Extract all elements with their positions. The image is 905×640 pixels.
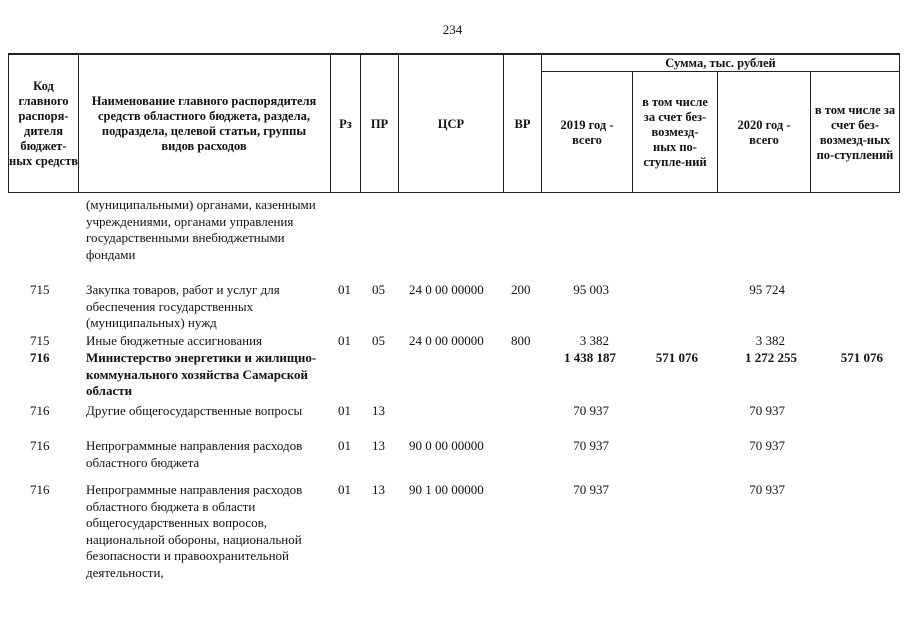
header-2019-total: 2019 год - всего bbox=[560, 117, 614, 147]
row-code: 716 bbox=[30, 403, 50, 418]
row-code: 716 bbox=[30, 350, 50, 365]
sum-group-rule bbox=[541, 71, 900, 72]
row-rz: 01 bbox=[338, 333, 351, 348]
row-pr: 13 bbox=[372, 438, 385, 453]
row-name: Другие общегосударственные вопросы bbox=[86, 403, 303, 418]
header-vrule-2020-free bbox=[810, 72, 811, 193]
header-vr: ВР bbox=[514, 116, 531, 131]
row-2019-total: 70 937 bbox=[573, 438, 609, 453]
row-name: Непрограммные направления расходов областного бюджета bbox=[86, 438, 303, 470]
header-vrule-2020 bbox=[717, 72, 718, 193]
row-rz: 01 bbox=[338, 438, 351, 453]
header-2020-free: в том числе за счет без-возмезд-ных по-ступлений bbox=[814, 102, 896, 162]
row-2020-total: 1 272 255 bbox=[745, 350, 797, 365]
header-name: Наименование главного распорядителя средств областного бюджета, раздела, подраздела, целевой статьи, группы видов расходов bbox=[91, 94, 317, 153]
row-pr: 13 bbox=[372, 482, 385, 497]
header-vrule-name bbox=[78, 53, 79, 193]
row-rz: 01 bbox=[338, 282, 351, 297]
header-sum-group: Сумма, тыс. рублей bbox=[665, 55, 776, 70]
row-2020-total: 3 382 bbox=[755, 333, 785, 348]
row-csr: 90 1 00 00000 bbox=[409, 482, 484, 497]
row-2019-total: 3 382 bbox=[579, 333, 609, 348]
row-pr: 05 bbox=[372, 333, 385, 348]
header-vrule-2019-free bbox=[632, 72, 633, 193]
row-2020-total: 95 724 bbox=[749, 282, 785, 297]
header-vrule-2019 bbox=[541, 53, 542, 193]
row-code: 716 bbox=[30, 438, 50, 453]
row-2019-total: 70 937 bbox=[573, 403, 609, 418]
row-vr: 200 bbox=[511, 282, 531, 297]
row-rz: 01 bbox=[338, 403, 351, 418]
header-bottom-rule bbox=[8, 192, 900, 193]
row-pr: 13 bbox=[372, 403, 385, 418]
header-vrule-right bbox=[899, 53, 900, 193]
header-2020-total: 2020 год - всего bbox=[737, 117, 791, 147]
row-pr: 05 bbox=[372, 282, 385, 297]
row-vr: 800 bbox=[511, 333, 531, 348]
row-2020-total: 70 937 bbox=[749, 482, 785, 497]
row-name: Иные бюджетные ассигнования bbox=[86, 333, 263, 348]
header-csr: ЦСР bbox=[437, 116, 465, 131]
row-2019-total: 70 937 bbox=[573, 482, 609, 497]
row-name: (муниципальными) органами, казенными учреждениями, органами управления государственными внебюджетными фондами bbox=[86, 197, 316, 262]
row-2020-total: 70 937 bbox=[749, 403, 785, 418]
row-csr: 24 0 00 00000 bbox=[409, 333, 484, 348]
header-rz: Рз bbox=[339, 116, 352, 131]
row-code: 715 bbox=[30, 333, 50, 348]
row-csr: 90 0 00 00000 bbox=[409, 438, 484, 453]
row-2019-total: 95 003 bbox=[573, 282, 609, 297]
row-name: Закупка товаров, работ и услуг для обеспечения государственных (муниципальных) нужд bbox=[86, 282, 280, 330]
row-code: 716 bbox=[30, 482, 50, 497]
row-2019-free: 571 076 bbox=[655, 350, 698, 365]
row-code: 715 bbox=[30, 282, 50, 297]
header-code: Код главного распоря-дителя бюджет-ных средств bbox=[9, 79, 78, 168]
row-name: Непрограммные направления расходов областного бюджета в области общегосударственных вопросов, национальной обороны, национальной безопасности и правоохранительной деятельности, bbox=[86, 482, 303, 580]
row-2020-free: 571 076 bbox=[840, 350, 883, 365]
row-rz: 01 bbox=[338, 482, 351, 497]
row-name: Министерство энергетики и жилищно-коммунального хозяйства Самарской области bbox=[86, 350, 317, 398]
header-pr: ПР bbox=[370, 116, 389, 131]
row-2019-total: 1 438 187 bbox=[564, 350, 616, 365]
row-csr: 24 0 00 00000 bbox=[409, 282, 484, 297]
header-2019-free: в том числе за счет без-возмезд-ных по-ступле-ний bbox=[642, 95, 708, 169]
page-number: 234 bbox=[442, 22, 463, 37]
row-2020-total: 70 937 bbox=[749, 438, 785, 453]
